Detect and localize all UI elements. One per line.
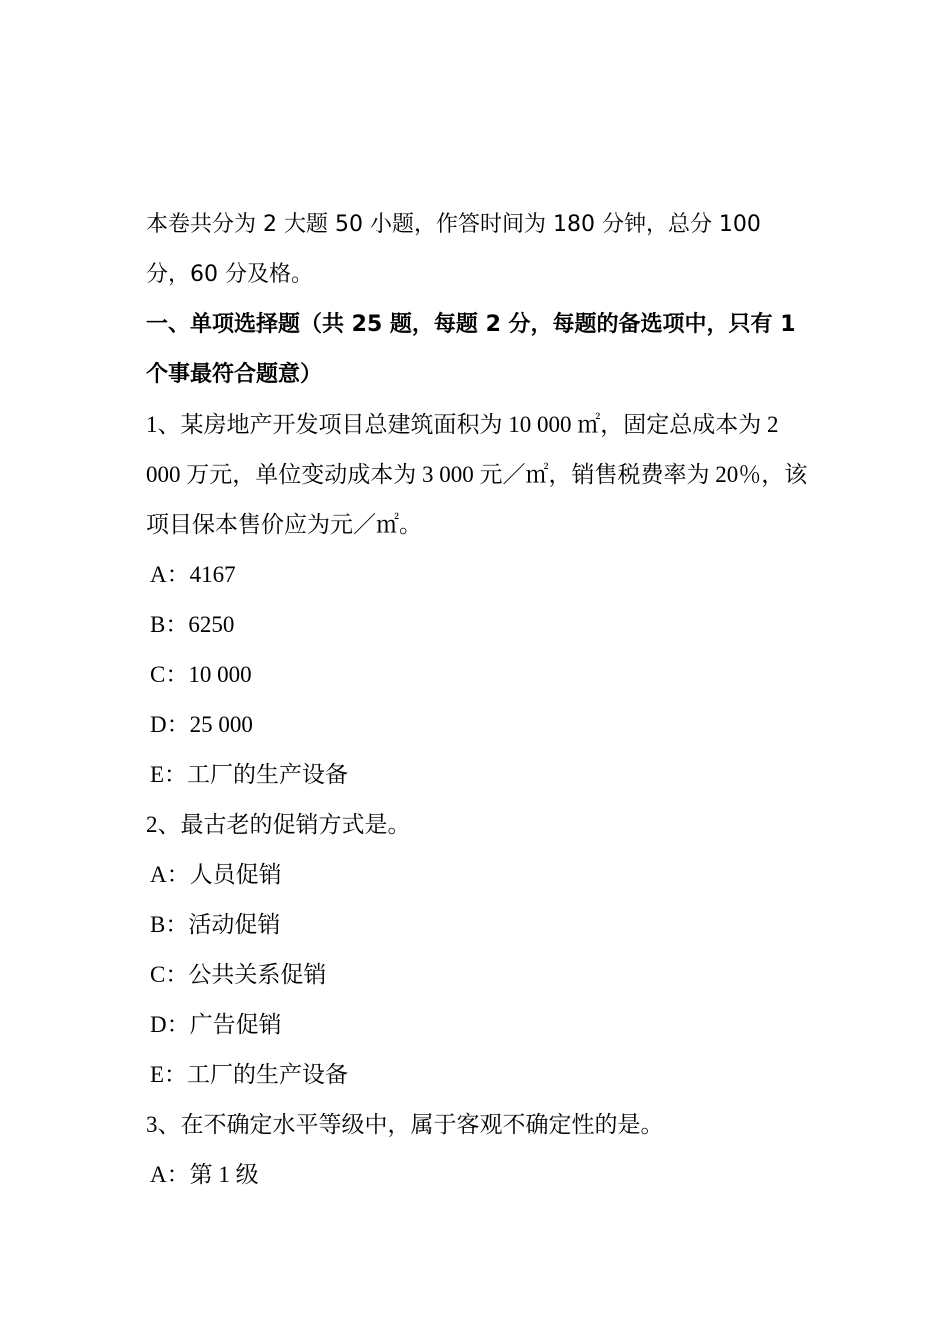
question-text: 2、最古老的促销方式是。 xyxy=(146,812,411,837)
option-e: E：工厂的生产设备 xyxy=(150,762,349,787)
option-b: B：活动促销 xyxy=(150,912,281,937)
option-d: D：广告促销 xyxy=(150,1012,282,1037)
option-e: E：工厂的生产设备 xyxy=(150,1062,349,1087)
question-2 xyxy=(146,800,810,1100)
question-text: 3、在不确定水平等级中，属于客观不确定性的是。 xyxy=(146,1112,664,1137)
option-d: D：25 000 xyxy=(150,712,253,737)
question-1 xyxy=(146,400,810,800)
option-b: B：6250 xyxy=(150,612,235,637)
option-a: A：第 1 级 xyxy=(150,1162,259,1187)
question-3 xyxy=(146,1100,810,1200)
exam-intro: 本卷共分为 2 大题 50 小题，作答时间为 180 分钟，总分 100 分，60 分及格。 xyxy=(146,212,761,287)
option-c: C：10 000 xyxy=(150,662,252,687)
section-title: 一、单项选择题（共 25 题，每题 2 分，每题的备选项中，只有 1 个事最符合题意） xyxy=(146,312,796,387)
question-text: 1、某房地产开发项目总建筑面积为 10 000 ㎡，固定总成本为 2 000 万元，单位变动成本为 3 000 元／㎡，销售税费率为 20％，该项目保本售价应为元／㎡。 xyxy=(146,412,808,537)
option-a: A：人员促销 xyxy=(150,862,282,887)
option-c: C：公共关系促销 xyxy=(150,962,327,987)
option-a: A：4167 xyxy=(150,562,236,587)
document-content xyxy=(146,200,810,1200)
